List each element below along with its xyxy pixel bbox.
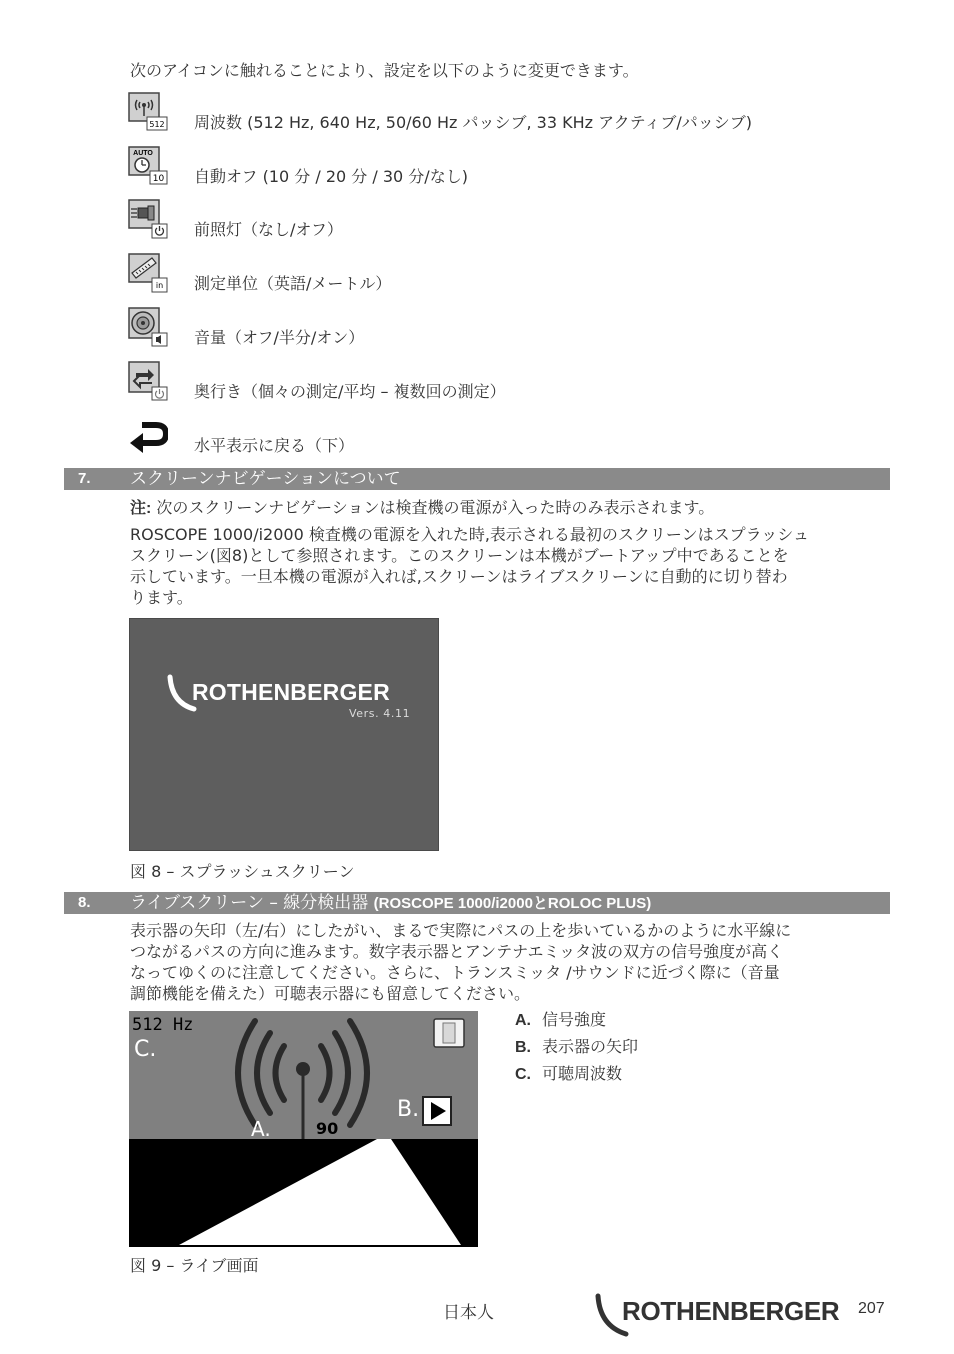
frequency-readout: 512 Hz [132, 1015, 194, 1035]
frequency-icon [128, 92, 168, 132]
figure-9-legend [515, 1009, 638, 1090]
figure-9-caption: 図 9 – ライブ画面 [130, 1256, 259, 1275]
paragraph-line: なってゆくのに注意してください。さらに、トランスミッタ /サウンドに近づく際に（音量 [130, 963, 780, 982]
note-label: 注: [130, 500, 152, 517]
page-number: 207 [858, 1300, 885, 1317]
return-arrow-icon [128, 415, 168, 455]
splash-version: Vers. 4.11 [349, 707, 411, 720]
icon-row-volume [128, 307, 848, 353]
auto-off-icon [128, 146, 168, 186]
paragraph-line: 調節機能を備えた）可聴表示器にも留意してください。 [130, 984, 531, 1003]
footer-language: 日本人 [443, 1303, 494, 1323]
footer-brand: ROTHENBERGER [622, 1296, 840, 1326]
section-title: ライブスクリーン – 線分検出器 (ROSCOPE 1000/i2000とROLOC PLUS) [130, 893, 652, 913]
icon-label-depth: 奥行き（個々の測定/平均 – 複数回の測定） [194, 382, 506, 401]
path-shape [179, 1139, 461, 1245]
icon-row-auto-off [128, 146, 848, 192]
legend-item: A. 信号強度 [515, 1010, 607, 1029]
figure-8-caption: 図 8 – スプラッシュスクリーン [130, 862, 355, 881]
label-c: C. [134, 1037, 157, 1062]
paragraph-line: ROSCOPE 1000/i2000 検査機の電源を入れた時,表示される最初のスクリーンはスプラッシュ [130, 525, 809, 544]
section-8-header [64, 892, 890, 914]
splash-brand: ROTHENBERGER [192, 679, 390, 705]
live-screen-figure [129, 1011, 478, 1247]
paragraph-line: 示しています。一旦本機の電源が入れば,スクリーンはライブスクリーンに自動的に切り替わ [130, 567, 788, 586]
svg-text:AUTO: AUTO [133, 150, 153, 157]
icon-label-frequency: 周波数 (512 Hz, 640 Hz, 50/60 Hz パッシブ, 33 KHz アクティブ/パッシブ) [194, 113, 752, 132]
speaker-icon [128, 307, 168, 347]
section-number: 7. [78, 470, 91, 487]
section-7-paragraph [130, 524, 886, 608]
icon-label-headlight: 前照灯（なし/オフ） [194, 220, 343, 239]
paragraph-line: 表示器の矢印（左/右）にしたがい、まるで実際にパスの上を歩いているかのように水平線に [130, 921, 792, 940]
icon-label-return: 水平表示に戻る（下） [194, 436, 355, 455]
svg-text:512: 512 [149, 120, 165, 129]
paragraph-line: スクリーン(図8)として参照されます。このスクリーンは本機がブートアップ中であることを [130, 546, 789, 565]
icon-row-depth [128, 361, 848, 407]
signal-strength-value: 90 [316, 1119, 339, 1138]
headlight-icon [128, 199, 168, 239]
ruler-icon [128, 253, 168, 293]
paragraph-line: つながるパスの方向に進みます。数字表示器とアンテナエミッタ波の双方の信号強度が高く [130, 942, 784, 961]
depth-icon [128, 361, 168, 401]
icon-row-frequency [128, 92, 848, 138]
intro-text: 次のアイコンに触れることにより、設定を以下のように変更できます。 [130, 61, 639, 80]
legend-item: B. 表示器の矢印 [515, 1037, 639, 1056]
icon-label-units: 測定単位（英語/メートル） [194, 274, 392, 293]
label-b: B. [397, 1097, 420, 1122]
section-8-paragraph [130, 920, 886, 1004]
live-screen-graphics [129, 1011, 478, 1247]
svg-text:in: in [155, 281, 164, 290]
legend-item: C. 可聴周波数 [515, 1064, 623, 1083]
svg-text:10: 10 [152, 174, 165, 184]
section-title: スクリーンナビゲーションについて [130, 469, 401, 489]
section-7-header [64, 468, 890, 490]
icon-label-auto-off: 自動オフ (10 分 / 20 分 / 30 分/なし) [194, 167, 468, 186]
icon-row-return [128, 415, 848, 461]
section-number: 8. [78, 894, 91, 911]
note-text: 次のスクリーンナビゲーションは検査機の電源が入った時のみ表示されます。 [151, 498, 715, 517]
splash-screen-figure [129, 618, 439, 851]
icon-row-units [128, 253, 848, 299]
label-a: A. [251, 1117, 271, 1141]
section-7-note [130, 497, 886, 519]
icon-row-headlight [128, 199, 848, 245]
paragraph-line: ります。 [130, 588, 193, 607]
icon-label-volume: 音量（オフ/半分/オン） [194, 328, 365, 347]
